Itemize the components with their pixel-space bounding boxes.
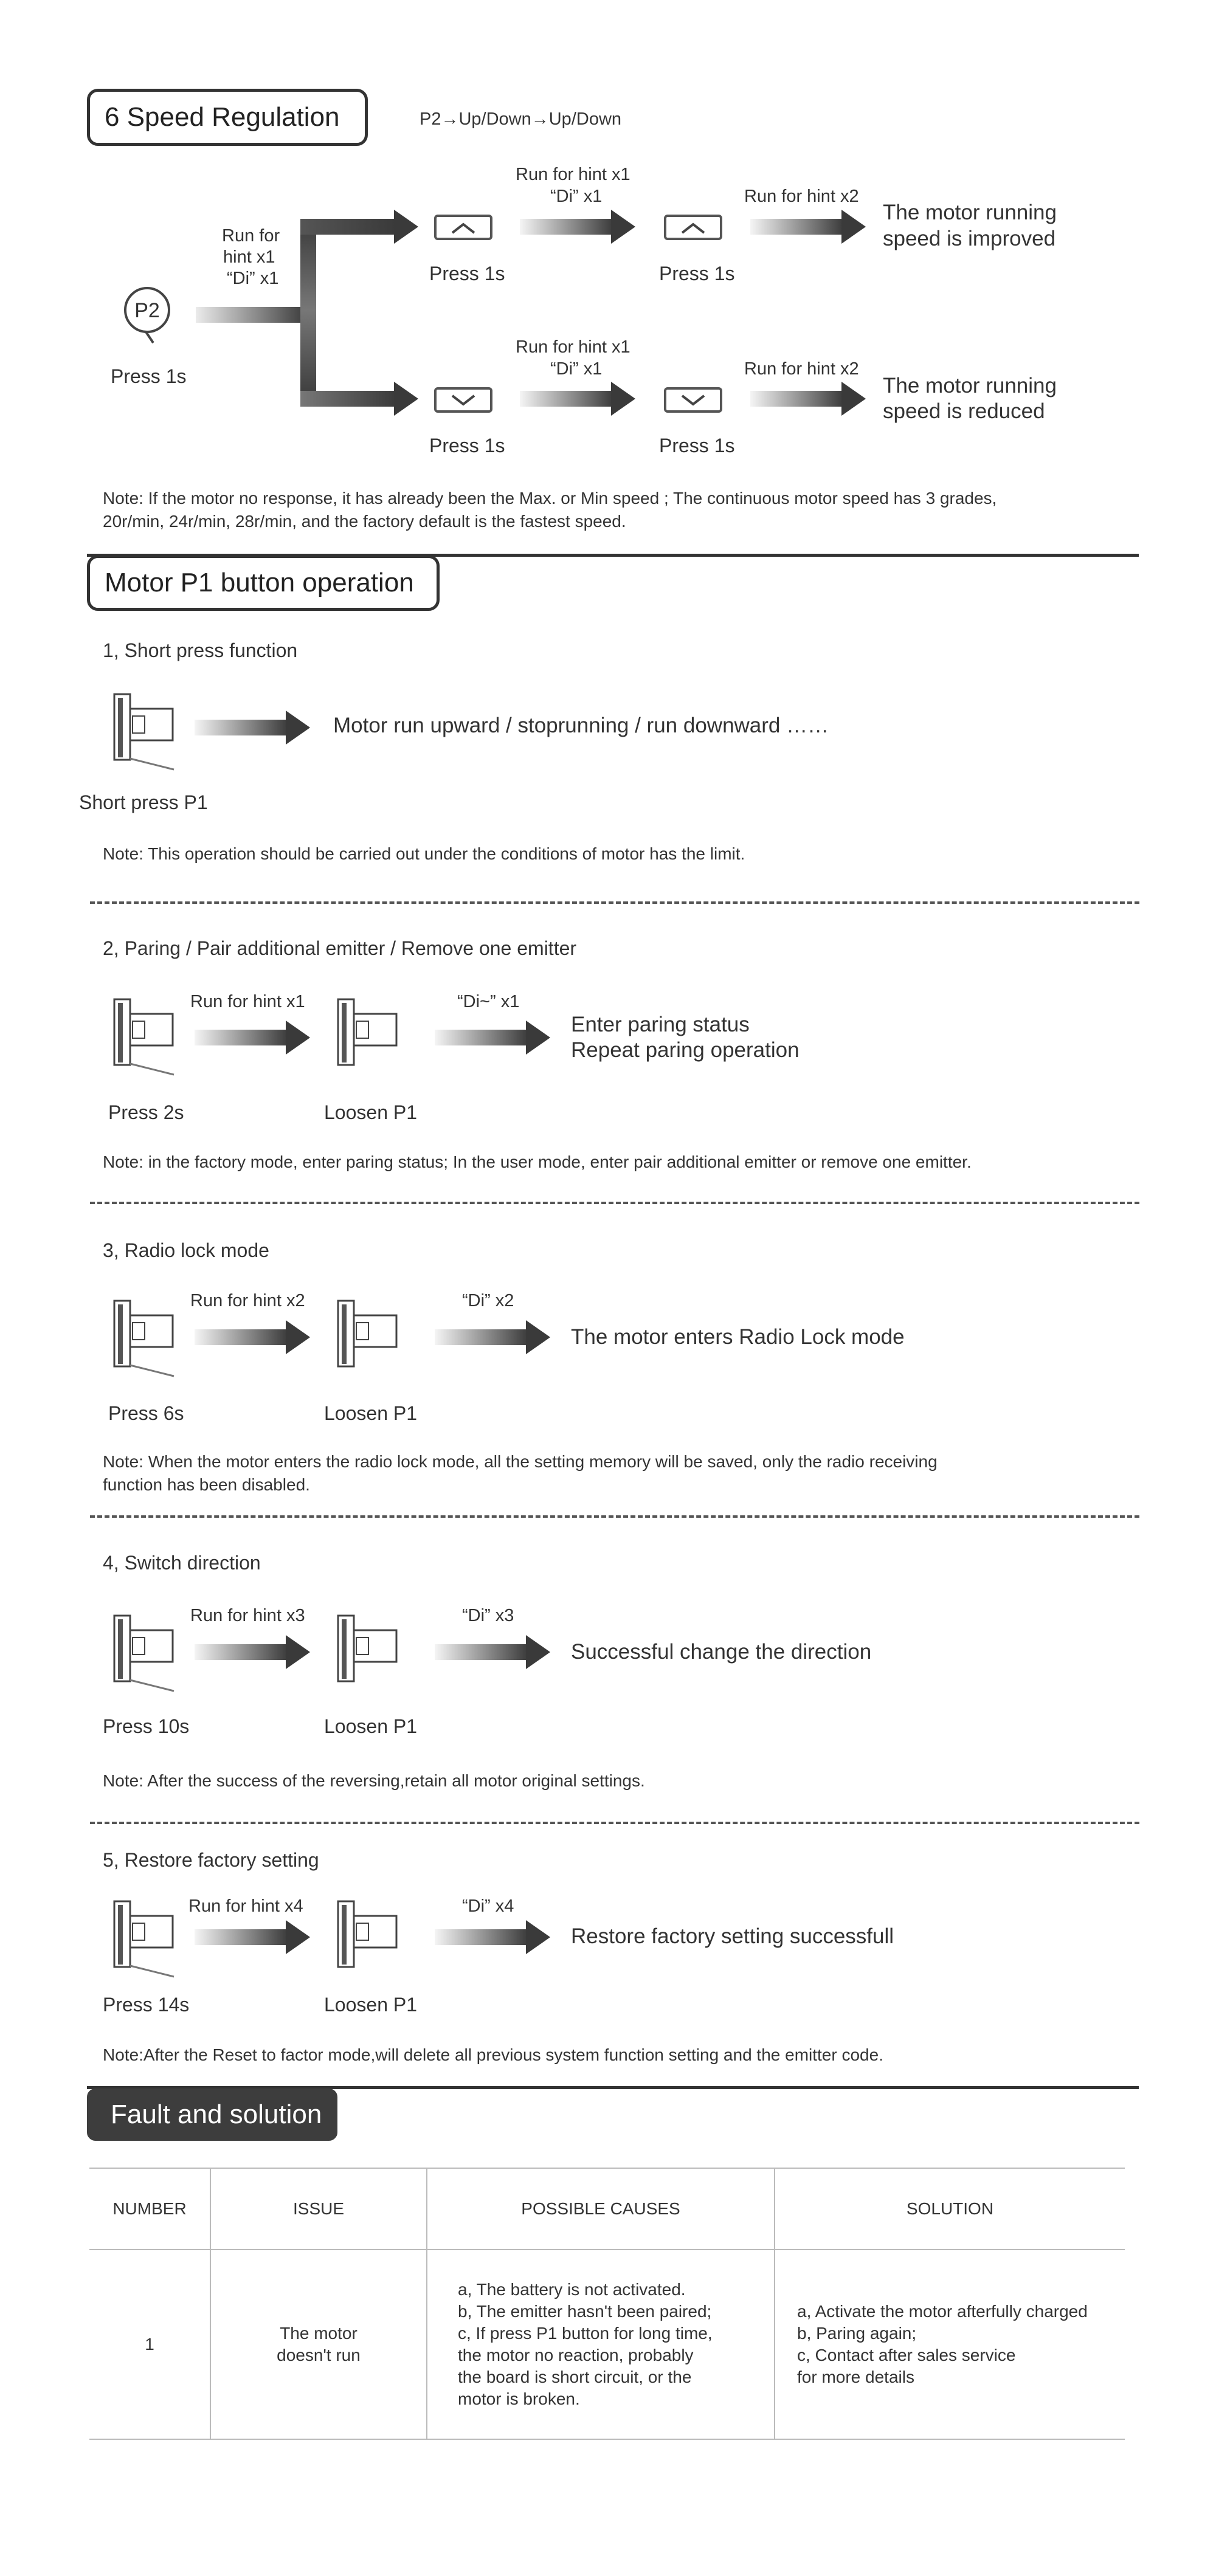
- fault-table-header-row: [89, 2168, 1125, 2250]
- speed-trunk-line: [196, 307, 311, 323]
- divider-4: [90, 1822, 1139, 1824]
- s1-press: Short press P1: [79, 791, 208, 813]
- down-result-line1: The motor running: [883, 374, 1057, 398]
- s2-result-line2: Repeat paring operation: [571, 1038, 800, 1062]
- speed-hint-line2: hint x1: [223, 247, 275, 267]
- up-hint-top: Run for hint x1: [516, 165, 630, 184]
- speed-down-branch-arrow: [300, 391, 418, 407]
- motor-device-icon: [109, 1298, 195, 1377]
- up-press-1s-a: Press 1s: [429, 263, 505, 284]
- s5-note: Note:After the Reset to factor mode,will delete all previous system function setting and the emitter code.: [103, 2045, 883, 2064]
- s4-arrow-1: [195, 1644, 310, 1660]
- s2-arrow-2: [435, 1030, 550, 1045]
- p1-section-title: [87, 555, 440, 611]
- s5-hint: Run for hint x4: [188, 1896, 303, 1916]
- motor-device-icon: [109, 692, 195, 771]
- s1-result: Motor run upward / stoprunning / run downward ……: [333, 714, 829, 737]
- divider-2: [90, 1202, 1139, 1204]
- up-result-line1: The motor running: [883, 201, 1057, 224]
- s5-title: 5, Restore factory setting: [103, 1849, 319, 1871]
- down-button-2: [664, 387, 722, 413]
- p2-icon-label: P2: [134, 299, 160, 322]
- s5-result: Restore factory setting successfull: [571, 1924, 894, 1948]
- chevron-down-icon: [666, 390, 720, 410]
- speed-section-title-text: 6 Speed Regulation: [105, 102, 340, 132]
- up-hint-x2: Run for hint x2: [744, 187, 859, 206]
- up-result-line2: speed is improved: [883, 227, 1056, 250]
- motor-device-icon: [109, 1899, 195, 1978]
- s4-note: Note: After the success of the reversing,retain all motor original settings.: [103, 1771, 645, 1790]
- s1-note: Note: This operation should be carried out under the conditions of motor has the limit.: [103, 844, 745, 863]
- down-arrow-1: [520, 391, 635, 407]
- cause-line-6: motor is broken.: [458, 2389, 580, 2408]
- s1-title: 1, Short press function: [103, 639, 298, 661]
- p1-section-title-text: Motor P1 button operation: [105, 568, 414, 598]
- motor-device-icon: [333, 997, 418, 1076]
- motor-device-icon: [333, 1899, 418, 1978]
- s2-title: 2, Paring / Pair additional emitter / Remove one emitter: [103, 937, 577, 959]
- divider-3: [90, 1515, 1139, 1518]
- fault-table: [89, 2168, 1125, 2440]
- s4-loosen: Loosen P1: [324, 1715, 418, 1737]
- s3-hint: Run for hint x2: [190, 1291, 305, 1310]
- s1-arrow: [195, 720, 310, 735]
- s2-result-line1: Enter paring status: [571, 1013, 750, 1036]
- down-hint-top: Run for hint x1: [516, 337, 630, 357]
- down-button-1: [434, 387, 492, 413]
- row-number: 1: [89, 2250, 210, 2439]
- s3-result: The motor enters Radio Lock mode: [571, 1325, 905, 1349]
- s5-press: Press 14s: [103, 1994, 190, 2016]
- row-solution: [775, 2250, 1125, 2439]
- up-hint-bottom: “Di” x1: [550, 187, 603, 206]
- s3-di: “Di” x2: [462, 1291, 514, 1310]
- speed-hint-line1: Run for: [222, 226, 280, 246]
- issue-line-1: The motor: [280, 2324, 358, 2343]
- s2-loosen: Loosen P1: [324, 1101, 418, 1123]
- down-press-1s-b: Press 1s: [659, 435, 735, 456]
- header-causes: POSSIBLE CAUSES: [427, 2168, 775, 2250]
- cause-line-4: the motor no reaction, probably: [458, 2346, 694, 2364]
- up-button-1: [434, 215, 492, 240]
- motor-device-icon: [109, 997, 195, 1076]
- up-button-2: [664, 215, 722, 240]
- s3-note-line1: Note: When the motor enters the radio lock mode, all the setting memory will be saved, only the radio receiving: [103, 1452, 938, 1471]
- cause-line-3: c, If press P1 button for long time,: [458, 2324, 713, 2343]
- s4-hint: Run for hint x3: [190, 1606, 305, 1625]
- s4-arrow-2: [435, 1644, 550, 1660]
- s3-note-line2: function has been disabled.: [103, 1475, 310, 1494]
- speed-branch-vertical: [300, 219, 316, 401]
- header-number: NUMBER: [89, 2168, 210, 2250]
- s3-title: 3, Radio lock mode: [103, 1239, 269, 1261]
- p2-button-icon: [122, 283, 176, 344]
- s2-di: “Di~” x1: [457, 992, 520, 1011]
- s4-press: Press 10s: [103, 1715, 190, 1737]
- speed-note-line2: 20r/min, 24r/min, 28r/min, and the factory default is the fastest speed.: [103, 512, 626, 531]
- s2-note: Note: in the factory mode, enter paring status; In the user mode, enter pair additional emitter or remove one emitter.: [103, 1152, 972, 1171]
- solution-line-4: for more details: [797, 2368, 914, 2386]
- solution-line-3: c, Contact after sales service: [797, 2346, 1016, 2364]
- down-arrow-2: [750, 391, 866, 407]
- speed-up-branch-arrow: [300, 219, 418, 235]
- motor-device-icon: [109, 1613, 195, 1692]
- up-arrow-2: [750, 219, 866, 235]
- s2-hint: Run for hint x1: [190, 992, 305, 1011]
- cause-line-2: b, The emitter hasn't been paired;: [458, 2302, 712, 2321]
- speed-hint-line3: “Di” x1: [227, 269, 279, 288]
- down-result-line2: speed is reduced: [883, 399, 1045, 423]
- s4-title: 4, Switch direction: [103, 1552, 261, 1574]
- speed-section-title: [87, 89, 368, 146]
- speed-press-1s-start: Press 1s: [111, 365, 187, 387]
- chevron-down-icon: [437, 390, 490, 410]
- motor-device-icon: [333, 1613, 418, 1692]
- s5-di: “Di” x4: [462, 1896, 514, 1916]
- up-arrow-1: [520, 219, 635, 235]
- header-issue: ISSUE: [210, 2168, 427, 2250]
- s3-loosen: Loosen P1: [324, 1402, 418, 1424]
- fault-section-title-text: Fault and solution: [111, 2099, 322, 2129]
- s4-result: Successful change the direction: [571, 1640, 872, 1664]
- down-hint-bottom: “Di” x1: [550, 359, 603, 379]
- s4-di: “Di” x3: [462, 1606, 514, 1625]
- solution-line-1: a, Activate the motor afterfully charged: [797, 2302, 1088, 2321]
- table-row: [89, 2250, 1125, 2439]
- s2-arrow-1: [195, 1030, 310, 1045]
- down-hint-x2: Run for hint x2: [744, 359, 859, 379]
- s3-press: Press 6s: [108, 1402, 184, 1424]
- chevron-up-icon: [437, 217, 490, 238]
- fault-section-title: [87, 2089, 337, 2141]
- row-causes: [427, 2250, 775, 2439]
- issue-line-2: doesn't run: [277, 2346, 361, 2364]
- motor-device-icon: [333, 1298, 418, 1377]
- cause-line-5: the board is short circuit, or the: [458, 2368, 692, 2386]
- header-solution: SOLUTION: [775, 2168, 1125, 2250]
- s5-arrow-2: [435, 1929, 550, 1945]
- chevron-up-icon: [666, 217, 720, 238]
- s5-loosen: Loosen P1: [324, 1994, 418, 2016]
- up-press-1s-b: Press 1s: [659, 263, 735, 284]
- s5-arrow-1: [195, 1929, 310, 1945]
- s3-arrow-2: [435, 1329, 550, 1345]
- speed-note-line1: Note: If the motor no response, it has already been the Max. or Min speed ; The continuous motor speed has 3 grades,: [103, 489, 997, 508]
- down-press-1s-a: Press 1s: [429, 435, 505, 456]
- row-issue: [210, 2250, 427, 2439]
- s3-arrow-1: [195, 1329, 310, 1345]
- s2-press: Press 2s: [108, 1101, 184, 1123]
- speed-sequence: P2→Up/Down→Up/Down: [420, 109, 622, 129]
- solution-line-2: b, Paring again;: [797, 2324, 917, 2343]
- cause-line-1: a, The battery is not activated.: [458, 2280, 686, 2299]
- divider-1: [90, 901, 1139, 904]
